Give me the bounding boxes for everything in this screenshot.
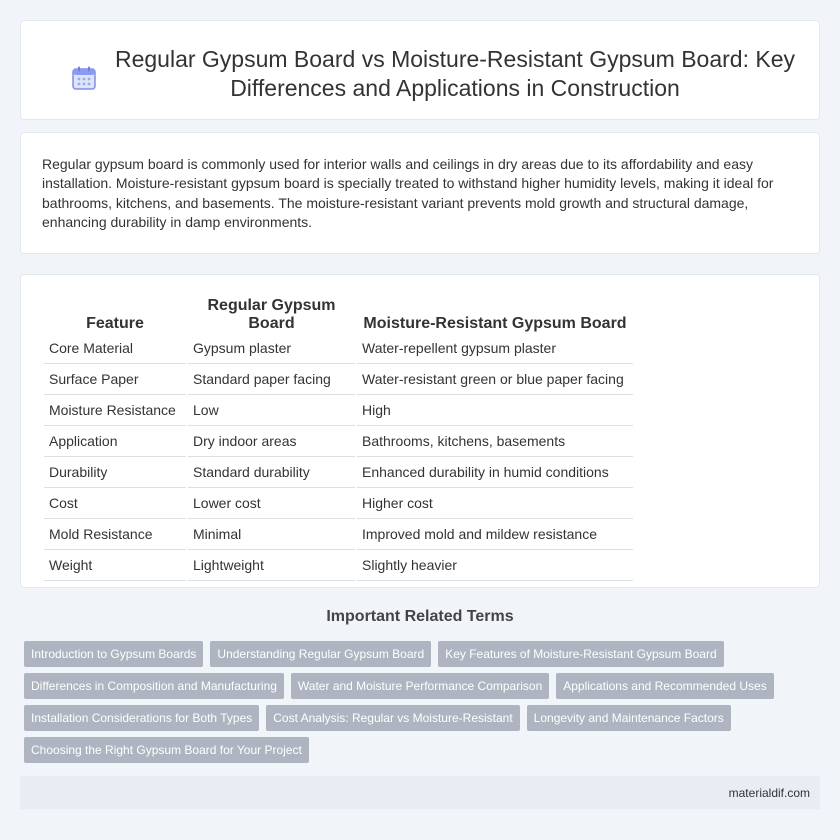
cell-moisture-resistant: High (357, 395, 633, 426)
cell-moisture-resistant: Bathrooms, kitchens, basements (357, 426, 633, 457)
cell-regular: Lightweight (188, 550, 355, 581)
related-term-tag[interactable]: Key Features of Moisture-Resistant Gypsum Board (438, 641, 723, 667)
related-term-tag[interactable]: Cost Analysis: Regular vs Moisture-Resistant (266, 705, 519, 731)
cell-feature: Surface Paper (44, 364, 186, 395)
cell-regular: Minimal (188, 519, 355, 550)
comparison-card (20, 274, 820, 588)
cell-moisture-resistant: Water-repellent gypsum plaster (357, 333, 633, 364)
intro-card (20, 132, 820, 254)
calendar-icon (71, 65, 97, 91)
cell-feature: Application (44, 426, 186, 457)
cell-feature: Core Material (44, 333, 186, 364)
header-card (20, 20, 820, 120)
cell-moisture-resistant: Higher cost (357, 488, 633, 519)
cell-regular: Standard paper facing (188, 364, 355, 395)
table-row (44, 519, 633, 550)
table-row (44, 333, 633, 364)
related-term-tag[interactable]: Understanding Regular Gypsum Board (210, 641, 431, 667)
table-row (44, 488, 633, 519)
related-term-tag[interactable]: Introduction to Gypsum Boards (24, 641, 203, 667)
cell-moisture-resistant: Enhanced durability in humid conditions (357, 457, 633, 488)
cell-regular: Dry indoor areas (188, 426, 355, 457)
header-regular: Regular Gypsum Board (207, 297, 336, 332)
cell-moisture-resistant: Water-resistant green or blue paper facing (357, 364, 633, 395)
cell-regular: Standard durability (188, 457, 355, 488)
cell-regular: Low (188, 395, 355, 426)
related-terms-list (24, 641, 804, 763)
related-terms-title: Important Related Terms (326, 608, 514, 625)
cell-regular: Lower cost (188, 488, 355, 519)
related-term-tag[interactable]: Water and Moisture Performance Comparison (291, 673, 549, 699)
cell-feature: Cost (44, 488, 186, 519)
table-header-row (44, 297, 633, 333)
table-row (44, 364, 633, 395)
footer-site-name[interactable]: materialdif.com (728, 786, 810, 800)
intro-paragraph: Regular gypsum board is commonly used for interior walls and ceilings in dry areas due to its affordability and easy installation. Moisture-resistant gypsum board is specially treated to withstand higher humidity levels, making it ideal for bathrooms, kitchens, and basements. The moisture-resistant variant prevents mold growth and structural damage, enhancing durability in damp environments. (42, 156, 774, 230)
table-row (44, 395, 633, 426)
related-term-tag[interactable]: Differences in Composition and Manufacturing (24, 673, 284, 699)
table-row (44, 426, 633, 457)
cell-moisture-resistant: Slightly heavier (357, 550, 633, 581)
footer (20, 776, 820, 809)
related-term-tag[interactable]: Applications and Recommended Uses (556, 673, 773, 699)
related-term-tag[interactable]: Choosing the Right Gypsum Board for Your Project (24, 737, 309, 763)
cell-feature: Moisture Resistance (44, 395, 186, 426)
cell-feature: Durability (44, 457, 186, 488)
cell-feature: Weight (44, 550, 186, 581)
cell-regular: Gypsum plaster (188, 333, 355, 364)
cell-feature: Mold Resistance (44, 519, 186, 550)
comparison-table (42, 297, 635, 581)
cell-moisture-resistant: Improved mold and mildew resistance (357, 519, 633, 550)
related-term-tag[interactable]: Installation Considerations for Both Types (24, 705, 259, 731)
header-moisture-resistant: Moisture-Resistant Gypsum Board (363, 315, 627, 332)
table-row (44, 457, 633, 488)
table-row (44, 550, 633, 581)
related-term-tag[interactable]: Longevity and Maintenance Factors (527, 705, 731, 731)
header-feature: Feature (86, 315, 144, 332)
page-title: Regular Gypsum Board vs Moisture-Resistant Gypsum Board: Key Differences and Applications in Construction (114, 46, 796, 101)
